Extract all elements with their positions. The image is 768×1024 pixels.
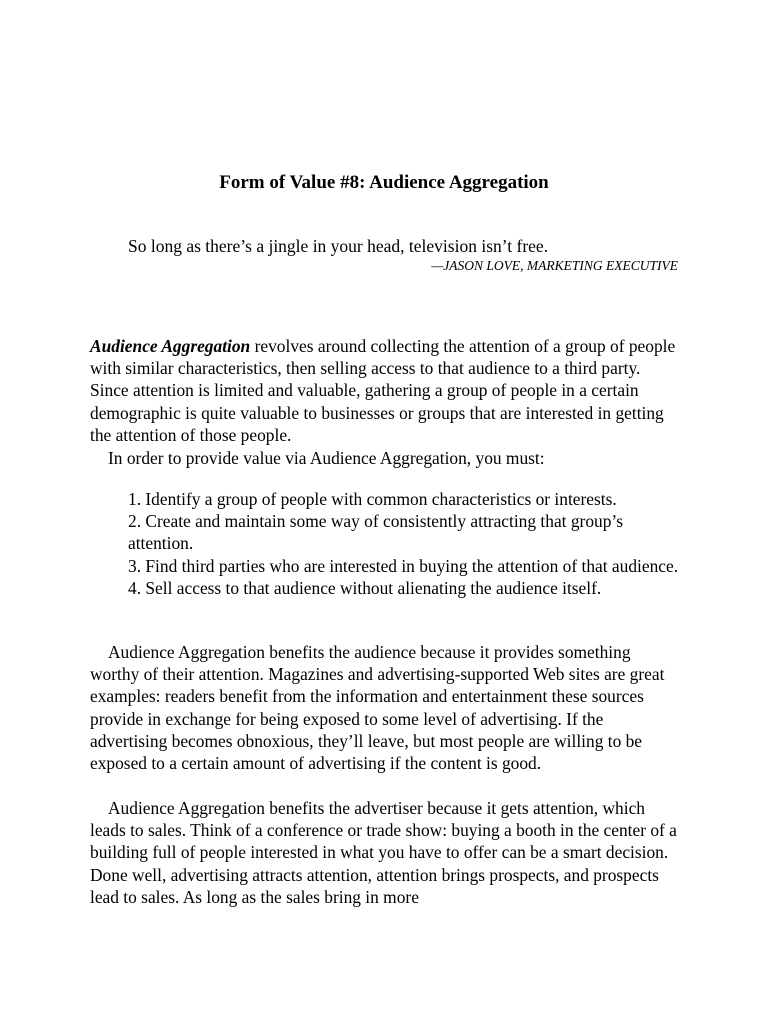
epigraph-quote: So long as there’s a jingle in your head, television isn’t free. — [128, 236, 549, 256]
epigraph-attribution: —JASON LOVE, MARKETING EXECUTIVE — [431, 258, 678, 273]
list-item: 2. Create and maintain some way of consistently attracting that group’s attention. — [128, 511, 624, 554]
paragraph-intro-text: revolves around collecting the attention of a group of people with similar characteristics, then selling access to that audience to a third party. Since attention is limited and valuable, gathering a group of people in a certain demographic is quite valuable to businesses or groups that are interested in getting the attention of those people. — [90, 336, 676, 445]
steps-list — [128, 488, 680, 599]
paragraph-intro — [90, 335, 680, 446]
page-title: Form of Value #8: Audience Aggregation — [219, 172, 549, 193]
paragraph-steps-intro: In order to provide value via Audience Aggregation, you must: — [108, 448, 545, 468]
paragraph-audience-benefit: Audience Aggregation benefits the audience because it provides something worthy of their attention. Magazines and advertising-supported Web sites are great examples: readers benefit from the information and entertainment these sources provide in exchange for being exposed to some level of advertising. If the advertising becomes obnoxious, they’ll leave, but most people are willing to be exposed to a certain amount of advertising if the content is good. — [90, 642, 665, 774]
list-item: 1. Identify a group of people with common characteristics or interests. — [128, 489, 617, 509]
list-item: 3. Find third parties who are interested in buying the attention of that audience. — [128, 555, 679, 576]
list-item: 4. Sell access to that audience without alienating the audience itself. — [128, 577, 602, 598]
paragraph-advertiser-benefit: Audience Aggregation benefits the advertiser because it gets attention, which leads to sales. Think of a conference or trade show: buying a booth in the center of a building full of people interested in what you have to offer can be a smart decision. Done well, advertising attracts attention, attention brings prospects, and prospects lead to sales. As long as the sales bring in more — [90, 798, 677, 907]
lead-term: Audience Aggregation — [90, 336, 251, 356]
